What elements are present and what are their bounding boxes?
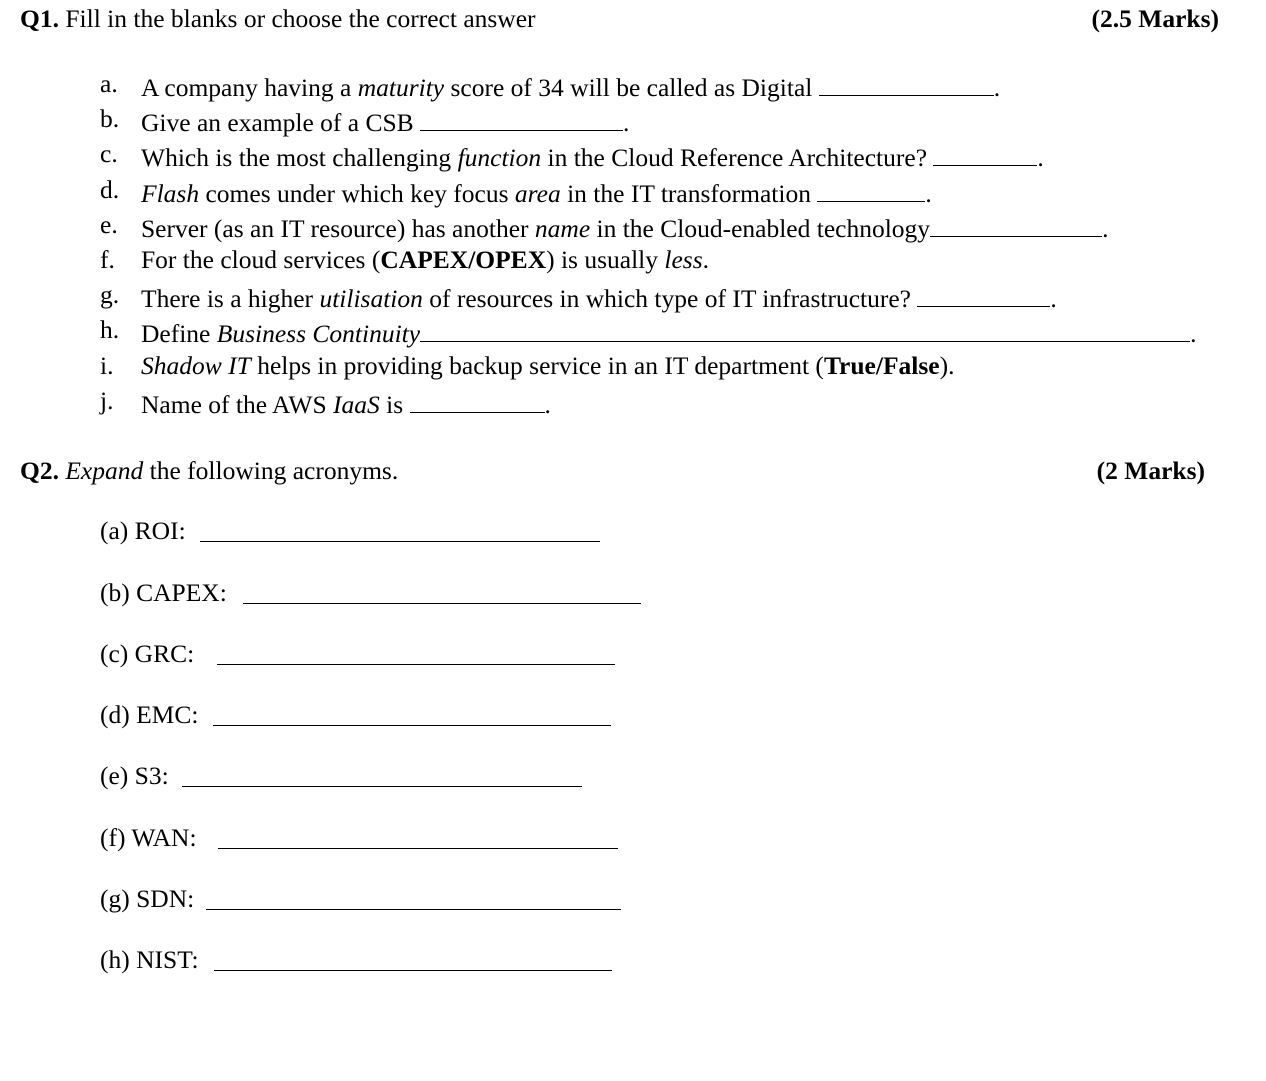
- item-marker: j.: [100, 386, 114, 415]
- answer-blank[interactable]: [930, 212, 1102, 237]
- q2-item-label: (d) EMC:: [100, 700, 199, 729]
- answer-blank[interactable]: [933, 141, 1037, 166]
- answer-blank[interactable]: [819, 71, 994, 96]
- q2-marks: (2 Marks): [1096, 456, 1205, 485]
- q2-heading: [20, 458, 398, 484]
- answer-line[interactable]: [200, 541, 600, 542]
- q1-marks: (2.5 Marks): [1091, 4, 1219, 33]
- q2-number: Q2.: [20, 456, 59, 485]
- item-text: For the cloud services (CAPEX/OPEX) is usually less.: [141, 245, 710, 274]
- answer-line[interactable]: [213, 725, 611, 726]
- answer-line[interactable]: [206, 909, 621, 910]
- item-text: A company having a maturity score of 34 will be called as Digital .: [141, 71, 1000, 101]
- answer-line[interactable]: [243, 603, 641, 604]
- item-marker: i.: [100, 351, 114, 380]
- answer-line[interactable]: [217, 664, 615, 665]
- q2-item-label: (h) NIST:: [100, 945, 199, 974]
- answer-line[interactable]: [182, 786, 582, 787]
- answer-blank[interactable]: [917, 282, 1050, 307]
- answer-blank[interactable]: [420, 317, 1190, 342]
- item-marker: c.: [100, 139, 118, 168]
- item-text: Server (as an IT resource) has another name in the Cloud-enabled technology .: [141, 212, 1108, 242]
- answer-line[interactable]: [214, 970, 612, 971]
- q2-title-italic: Expand: [65, 456, 144, 485]
- item-marker: h.: [100, 315, 120, 344]
- item-marker: a.: [100, 69, 118, 98]
- item-text: Which is the most challenging function in the Cloud Reference Architecture? .: [141, 141, 1044, 171]
- item-text: Shadow IT helps in providing backup service in an IT department (True/False).: [141, 351, 955, 380]
- item-marker: d.: [100, 175, 120, 204]
- answer-blank[interactable]: [420, 106, 623, 131]
- q2-item-label: (a) ROI:: [100, 516, 186, 545]
- q1-title: Fill in the blanks or choose the correct answer: [65, 4, 536, 33]
- q2-item-label: (b) CAPEX:: [100, 578, 227, 607]
- q2-title: the following acronyms.: [143, 456, 399, 485]
- q1-number: Q1.: [20, 4, 59, 33]
- q2-item-label: (c) GRC:: [100, 639, 195, 668]
- item-text: Name of the AWS IaaS is .: [141, 388, 551, 418]
- answer-line[interactable]: [218, 848, 618, 849]
- item-marker: g.: [100, 280, 120, 309]
- q2-item-label: (g) SDN:: [100, 884, 195, 913]
- item-marker: f.: [100, 245, 115, 274]
- item-text: Define Business Continuity .: [141, 317, 1196, 347]
- q2-item-label: (f) WAN:: [100, 823, 197, 852]
- q1-heading: [20, 6, 536, 32]
- q2-item-label: (e) S3:: [100, 761, 169, 790]
- item-marker: b.: [100, 104, 120, 133]
- item-marker: e.: [100, 210, 118, 239]
- answer-blank[interactable]: [410, 388, 545, 413]
- answer-blank[interactable]: [817, 177, 925, 202]
- item-text: Give an example of a CSB .: [141, 106, 629, 136]
- item-text: Flash comes under which key focus area in the IT transformation .: [141, 177, 932, 207]
- item-text: There is a higher utilisation of resources in which type of IT infrastructure? .: [141, 282, 1057, 312]
